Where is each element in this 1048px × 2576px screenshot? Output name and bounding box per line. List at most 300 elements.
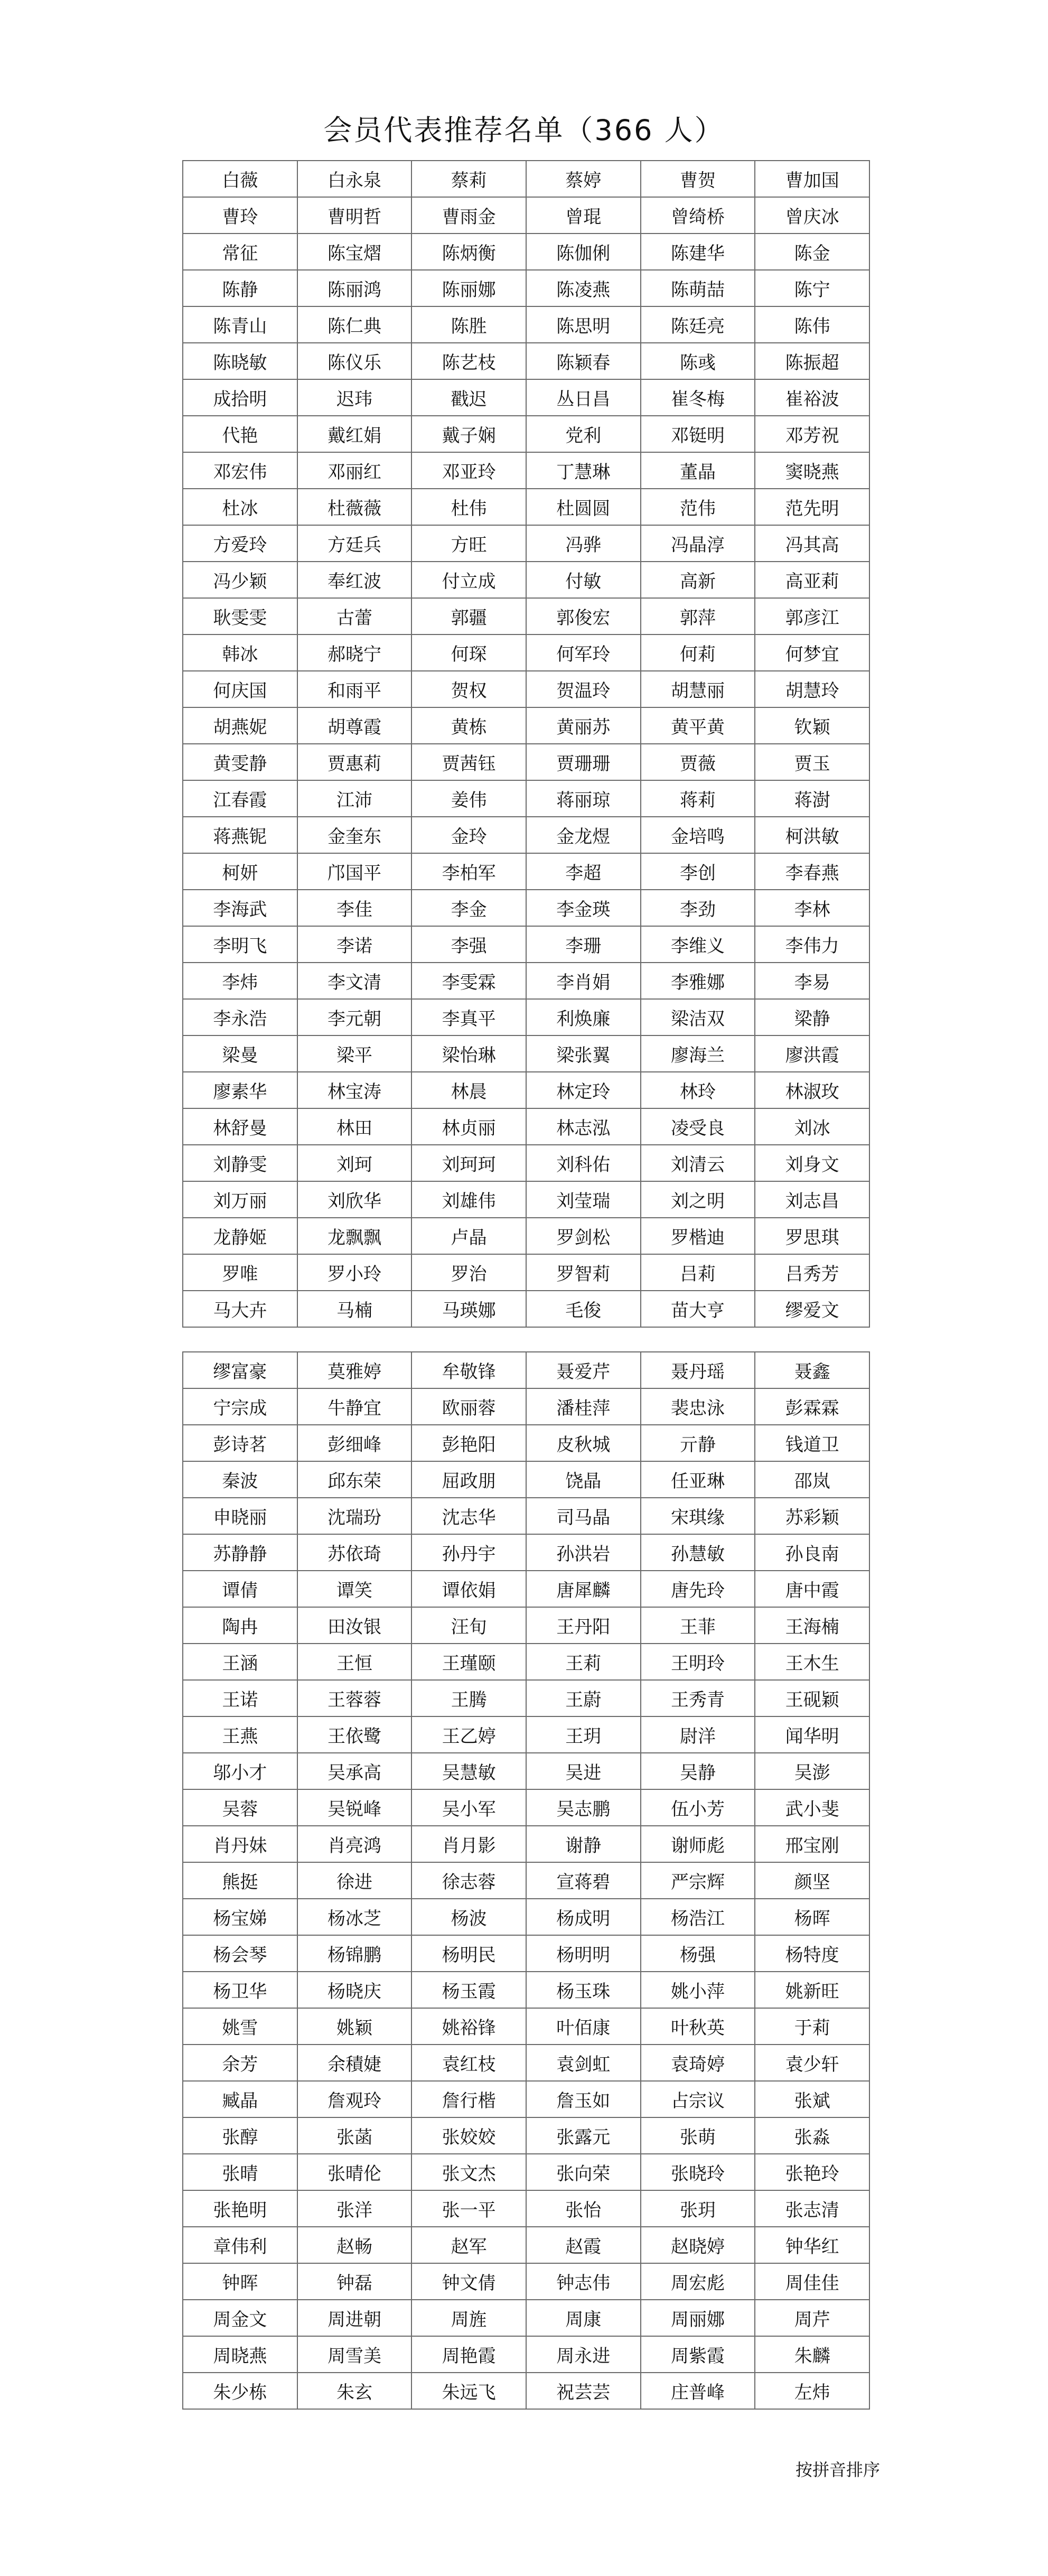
table-row	[183, 744, 869, 780]
member-name-cell: 詹观玲	[297, 2081, 412, 2117]
member-name-cell: 黄丽苏	[526, 707, 641, 744]
member-name-cell: 罗唯	[183, 1254, 297, 1291]
member-name-cell: 陈廷亮	[641, 306, 755, 343]
member-name-cell: 林田	[297, 1108, 412, 1145]
table-row	[183, 1716, 869, 1753]
table-row	[183, 1899, 869, 1935]
member-name-cell: 王诺	[183, 1680, 297, 1716]
member-name-cell: 陈彧	[641, 343, 755, 379]
member-name-cell: 张菡	[297, 2117, 412, 2154]
table-row	[183, 1972, 869, 2008]
member-name-cell: 杨晓庆	[297, 1972, 412, 2008]
table-row	[183, 2008, 869, 2045]
member-name-cell: 郝晓宁	[297, 634, 412, 671]
member-name-cell: 谭依娟	[411, 1571, 526, 1607]
member-name-cell: 罗治	[411, 1254, 526, 1291]
member-name-cell: 杜圆圆	[526, 489, 641, 525]
member-name-cell: 方旺	[411, 525, 526, 562]
member-name-cell: 刘珂珂	[411, 1145, 526, 1181]
member-name-cell: 胡慧玲	[755, 671, 869, 707]
member-name-cell: 袁琦婷	[641, 2045, 755, 2081]
member-name-cell: 李肖娟	[526, 963, 641, 999]
table-row	[183, 489, 869, 525]
member-name-cell: 付敏	[526, 562, 641, 598]
member-name-cell: 高新	[641, 562, 755, 598]
member-name-cell: 宋琪缘	[641, 1498, 755, 1534]
member-name-cell: 姚新旺	[755, 1972, 869, 2008]
member-name-cell: 赵晓婷	[641, 2227, 755, 2263]
member-name-cell: 李雅娜	[641, 963, 755, 999]
member-name-cell: 李创	[641, 853, 755, 890]
member-name-cell: 杨晖	[755, 1899, 869, 1935]
member-name-cell: 郭俊宏	[526, 598, 641, 634]
member-name-cell: 牟敬锋	[411, 1352, 526, 1388]
member-name-cell: 奉红波	[297, 562, 412, 598]
member-name-cell: 林志泓	[526, 1108, 641, 1145]
member-name-cell: 吴澎	[755, 1753, 869, 1789]
table-row	[183, 306, 869, 343]
member-name-cell: 马瑛娜	[411, 1291, 526, 1327]
member-name-cell: 于莉	[755, 2008, 869, 2045]
member-name-cell: 袁红枝	[411, 2045, 526, 2081]
table-row	[183, 1644, 869, 1680]
member-name-cell: 李佳	[297, 890, 412, 926]
member-name-cell: 梁张翼	[526, 1035, 641, 1072]
page-title: 会员代表推荐名单（366 人）	[323, 114, 725, 147]
member-name-cell: 苏静静	[183, 1534, 297, 1571]
table-row	[183, 379, 869, 416]
member-name-cell: 廖海兰	[641, 1035, 755, 1072]
member-name-cell: 林淑玫	[755, 1072, 869, 1108]
member-name-cell: 沈瑞玢	[297, 1498, 412, 1534]
member-name-cell: 李林	[755, 890, 869, 926]
member-name-cell: 贾惠莉	[297, 744, 412, 780]
member-name-cell: 张晴	[183, 2154, 297, 2190]
member-name-cell: 张艳明	[183, 2190, 297, 2227]
table-row	[183, 2117, 869, 2154]
table-row	[183, 1461, 869, 1498]
table-row	[183, 1935, 869, 1972]
member-name-cell: 严宗辉	[641, 1862, 755, 1899]
member-name-cell: 周旌	[411, 2300, 526, 2336]
member-name-cell: 蒋燕铌	[183, 817, 297, 853]
member-name-cell: 韩冰	[183, 634, 297, 671]
member-name-cell: 黄雯静	[183, 744, 297, 780]
member-name-cell: 贾薇	[641, 744, 755, 780]
member-name-cell: 李诺	[297, 926, 412, 963]
member-name-cell: 郭彦江	[755, 598, 869, 634]
table-row	[183, 2227, 869, 2263]
member-name-cell: 姜伟	[411, 780, 526, 817]
member-name-cell: 王恒	[297, 1644, 412, 1680]
member-name-cell: 蔡莉	[411, 161, 526, 197]
member-name-cell: 邝国平	[297, 853, 412, 890]
member-name-cell: 刘志昌	[755, 1181, 869, 1218]
member-name-cell: 唐先玲	[641, 1571, 755, 1607]
member-name-cell: 蔡婷	[526, 161, 641, 197]
table-row	[183, 1254, 869, 1291]
member-name-cell: 毛俊	[526, 1291, 641, 1327]
member-name-cell: 赵畅	[297, 2227, 412, 2263]
member-name-cell: 司马晶	[526, 1498, 641, 1534]
member-name-cell: 刘之明	[641, 1181, 755, 1218]
sort-order-note: 按拼音排序	[795, 2460, 880, 2480]
member-name-cell: 陈萌喆	[641, 270, 755, 306]
member-name-cell: 胡慧丽	[641, 671, 755, 707]
member-name-cell: 曹贺	[641, 161, 755, 197]
member-name-cell: 柯妍	[183, 853, 297, 890]
table-row	[183, 1145, 869, 1181]
table-row	[183, 1352, 869, 1388]
member-name-cell: 陈炳衡	[411, 234, 526, 270]
member-name-cell: 龙静姬	[183, 1218, 297, 1254]
member-name-cell: 崔裕波	[755, 379, 869, 416]
member-name-cell: 周晓燕	[183, 2336, 297, 2373]
member-name-cell: 曹雨金	[411, 197, 526, 234]
table-row	[183, 562, 869, 598]
member-name-cell: 周芹	[755, 2300, 869, 2336]
table-row	[183, 707, 869, 744]
member-table-part-1	[182, 160, 870, 1328]
member-name-cell: 利焕廉	[526, 999, 641, 1035]
member-name-cell: 李易	[755, 963, 869, 999]
member-name-cell: 朱玄	[297, 2373, 412, 2409]
member-name-cell: 冯晶淳	[641, 525, 755, 562]
member-name-cell: 胡尊霞	[297, 707, 412, 744]
member-name-cell: 黄栋	[411, 707, 526, 744]
member-name-cell: 赵霞	[526, 2227, 641, 2263]
member-name-cell: 杜薇薇	[297, 489, 412, 525]
member-name-cell: 江春霞	[183, 780, 297, 817]
member-name-cell: 袁剑虹	[526, 2045, 641, 2081]
member-name-cell: 丁慧琳	[526, 452, 641, 489]
member-name-cell: 唐犀麟	[526, 1571, 641, 1607]
table-row	[183, 1072, 869, 1108]
member-name-cell: 李雯霖	[411, 963, 526, 999]
member-name-cell: 刘雄伟	[411, 1181, 526, 1218]
member-name-cell: 张萌	[641, 2117, 755, 2154]
table-row	[183, 197, 869, 234]
member-name-cell: 贾玉	[755, 744, 869, 780]
member-name-cell: 陈青山	[183, 306, 297, 343]
member-name-cell: 聂丹瑶	[641, 1352, 755, 1388]
table-row	[183, 1291, 869, 1327]
member-name-cell: 戴子娴	[411, 416, 526, 452]
member-name-cell: 林舒曼	[183, 1108, 297, 1145]
member-name-cell: 付立成	[411, 562, 526, 598]
table-row	[183, 1035, 869, 1072]
table-row	[183, 1862, 869, 1899]
member-name-cell: 谭倩	[183, 1571, 297, 1607]
member-name-cell: 欧丽蓉	[411, 1388, 526, 1425]
member-name-cell: 王莉	[526, 1644, 641, 1680]
member-name-cell: 崔冬梅	[641, 379, 755, 416]
member-name-cell: 张文杰	[411, 2154, 526, 2190]
member-name-cell: 方廷兵	[297, 525, 412, 562]
table-row	[183, 2373, 869, 2409]
member-name-cell: 黄平黄	[641, 707, 755, 744]
member-name-cell: 陈静	[183, 270, 297, 306]
member-name-cell: 张斌	[755, 2081, 869, 2117]
member-name-cell: 金龙煜	[526, 817, 641, 853]
member-name-cell: 孙洪岩	[526, 1534, 641, 1571]
member-name-cell: 邬小才	[183, 1753, 297, 1789]
member-name-cell: 王木生	[755, 1644, 869, 1680]
table-row	[183, 2263, 869, 2300]
member-name-cell: 曹玲	[183, 197, 297, 234]
member-name-cell: 何琛	[411, 634, 526, 671]
member-name-cell: 潘桂萍	[526, 1388, 641, 1425]
member-name-cell: 田汝银	[297, 1607, 412, 1644]
table-row	[183, 2190, 869, 2227]
table-row	[183, 1534, 869, 1571]
member-name-cell: 李强	[411, 926, 526, 963]
member-name-cell: 詹行楷	[411, 2081, 526, 2117]
member-name-cell: 李元朝	[297, 999, 412, 1035]
member-name-cell: 代艳	[183, 416, 297, 452]
member-name-cell: 周雪美	[297, 2336, 412, 2373]
table-row	[183, 2300, 869, 2336]
member-name-cell: 陈颖春	[526, 343, 641, 379]
member-name-cell: 柯洪敏	[755, 817, 869, 853]
member-name-cell: 陈仪乐	[297, 343, 412, 379]
member-name-cell: 曾庆冰	[755, 197, 869, 234]
member-name-cell: 钱道卫	[755, 1425, 869, 1461]
member-name-cell: 杨波	[411, 1899, 526, 1935]
member-name-cell: 陈伽俐	[526, 234, 641, 270]
table-row	[183, 890, 869, 926]
member-name-cell: 吴进	[526, 1753, 641, 1789]
member-name-cell: 马楠	[297, 1291, 412, 1327]
table-row	[183, 1498, 869, 1534]
member-name-cell: 李真平	[411, 999, 526, 1035]
member-name-cell: 陈振超	[755, 343, 869, 379]
member-name-cell: 罗楷迪	[641, 1218, 755, 1254]
member-name-cell: 杜冰	[183, 489, 297, 525]
member-name-cell: 章伟利	[183, 2227, 297, 2263]
member-name-cell: 窦晓燕	[755, 452, 869, 489]
table-row	[183, 817, 869, 853]
member-name-cell: 张一平	[411, 2190, 526, 2227]
member-name-cell: 缪爱文	[755, 1291, 869, 1327]
member-name-cell: 申晓丽	[183, 1498, 297, 1534]
member-name-cell: 姚小萍	[641, 1972, 755, 2008]
member-name-cell: 董晶	[641, 452, 755, 489]
table-row	[183, 926, 869, 963]
member-name-cell: 陈建华	[641, 234, 755, 270]
member-name-cell: 彭细峰	[297, 1425, 412, 1461]
member-name-cell: 亓静	[641, 1425, 755, 1461]
member-name-cell: 吴志鹏	[526, 1789, 641, 1826]
member-name-cell: 宁宗成	[183, 1388, 297, 1425]
member-name-cell: 李永浩	[183, 999, 297, 1035]
member-name-cell: 牛静宜	[297, 1388, 412, 1425]
member-name-cell: 李明飞	[183, 926, 297, 963]
member-name-cell: 朱少栋	[183, 2373, 297, 2409]
table-row	[183, 1680, 869, 1716]
member-name-cell: 刘万丽	[183, 1181, 297, 1218]
member-name-cell: 谭笑	[297, 1571, 412, 1607]
member-name-cell: 成拾明	[183, 379, 297, 416]
member-name-cell: 凌受良	[641, 1108, 755, 1145]
member-name-cell: 占宗议	[641, 2081, 755, 2117]
member-name-cell: 古蕾	[297, 598, 412, 634]
member-name-cell: 李珊	[526, 926, 641, 963]
member-name-cell: 钟文倩	[411, 2263, 526, 2300]
member-name-cell: 周艳霞	[411, 2336, 526, 2373]
member-name-cell: 叶佰康	[526, 2008, 641, 2045]
table-row	[183, 270, 869, 306]
member-name-cell: 张醇	[183, 2117, 297, 2154]
table-row	[183, 1789, 869, 1826]
member-name-cell: 钟志伟	[526, 2263, 641, 2300]
member-name-cell: 郭疆	[411, 598, 526, 634]
member-name-cell: 陈思明	[526, 306, 641, 343]
member-name-cell: 钟磊	[297, 2263, 412, 2300]
member-name-cell: 熊挺	[183, 1862, 297, 1899]
member-name-cell: 李超	[526, 853, 641, 890]
member-name-cell: 王乙婷	[411, 1716, 526, 1753]
member-name-cell: 周康	[526, 2300, 641, 2336]
member-name-cell: 武小斐	[755, 1789, 869, 1826]
member-name-cell: 廖素华	[183, 1072, 297, 1108]
member-name-cell: 常征	[183, 234, 297, 270]
member-name-cell: 郭萍	[641, 598, 755, 634]
member-name-cell: 张露元	[526, 2117, 641, 2154]
member-name-cell: 尉洋	[641, 1716, 755, 1753]
member-name-cell: 梁静	[755, 999, 869, 1035]
member-name-cell: 杨锦鹏	[297, 1935, 412, 1972]
member-name-cell: 苗大亨	[641, 1291, 755, 1327]
member-name-cell: 缪富豪	[183, 1352, 297, 1388]
member-name-cell: 李春燕	[755, 853, 869, 890]
member-name-cell: 金奎东	[297, 817, 412, 853]
table-row	[183, 780, 869, 817]
table-row	[183, 1181, 869, 1218]
member-name-cell: 周宏彪	[641, 2263, 755, 2300]
member-name-cell: 杨卫华	[183, 1972, 297, 2008]
member-name-cell: 莫雅婷	[297, 1352, 412, 1388]
member-name-cell: 王秀青	[641, 1680, 755, 1716]
member-name-cell: 谢师彪	[641, 1826, 755, 1862]
member-name-cell: 朱麟	[755, 2336, 869, 2373]
table-row	[183, 2336, 869, 2373]
member-name-cell: 陈凌燕	[526, 270, 641, 306]
member-table-part-2	[182, 1351, 870, 2410]
member-name-cell: 冯骅	[526, 525, 641, 562]
table-row	[183, 999, 869, 1035]
member-name-cell: 曾琨	[526, 197, 641, 234]
member-name-cell: 吴静	[641, 1753, 755, 1789]
member-name-cell: 陈丽鸿	[297, 270, 412, 306]
member-name-cell: 江沛	[297, 780, 412, 817]
member-name-cell: 白永泉	[297, 161, 412, 197]
member-name-cell: 曹加国	[755, 161, 869, 197]
member-name-cell: 李柏军	[411, 853, 526, 890]
member-name-cell: 孙慧敏	[641, 1534, 755, 1571]
member-name-cell: 高亚莉	[755, 562, 869, 598]
member-name-cell: 吴锐峰	[297, 1789, 412, 1826]
table-row	[183, 2154, 869, 2190]
member-name-cell: 林晨	[411, 1072, 526, 1108]
member-name-cell: 罗思琪	[755, 1218, 869, 1254]
member-name-cell: 梁洁双	[641, 999, 755, 1035]
member-name-cell: 马大卉	[183, 1291, 297, 1327]
member-name-cell: 陈宁	[755, 270, 869, 306]
member-name-cell: 戳迟	[411, 379, 526, 416]
member-name-cell: 谢静	[526, 1826, 641, 1862]
member-name-cell: 陶冉	[183, 1607, 297, 1644]
member-name-cell: 赵军	[411, 2227, 526, 2263]
member-name-cell: 余芳	[183, 2045, 297, 2081]
member-name-cell: 杨宝娣	[183, 1899, 297, 1935]
member-name-cell: 杨强	[641, 1935, 755, 1972]
table-row	[183, 452, 869, 489]
member-name-cell: 张向荣	[526, 2154, 641, 2190]
member-name-cell: 蒋丽琼	[526, 780, 641, 817]
member-name-cell: 屈政朋	[411, 1461, 526, 1498]
member-name-cell: 陈仁典	[297, 306, 412, 343]
member-name-cell: 林贞丽	[411, 1108, 526, 1145]
member-name-cell: 祝芸芸	[526, 2373, 641, 2409]
table-row	[183, 1753, 869, 1789]
member-name-cell: 刘清云	[641, 1145, 755, 1181]
member-name-cell: 金玲	[411, 817, 526, 853]
member-name-cell: 杨成明	[526, 1899, 641, 1935]
member-name-cell: 陈金	[755, 234, 869, 270]
member-name-cell: 陈宝熠	[297, 234, 412, 270]
member-name-cell: 戴红娟	[297, 416, 412, 452]
member-name-cell: 钟晖	[183, 2263, 297, 2300]
member-name-cell: 徐志蓉	[411, 1862, 526, 1899]
member-name-cell: 陈伟	[755, 306, 869, 343]
member-name-cell: 闻华明	[755, 1716, 869, 1753]
member-name-cell: 姚裕锋	[411, 2008, 526, 2045]
member-name-cell: 蒋澍	[755, 780, 869, 817]
member-name-cell: 吴慧敏	[411, 1753, 526, 1789]
member-name-cell: 孙丹宇	[411, 1534, 526, 1571]
member-name-cell: 刘身文	[755, 1145, 869, 1181]
member-name-cell: 王燕	[183, 1716, 297, 1753]
member-name-cell: 陈丽娜	[411, 270, 526, 306]
table-row	[183, 1218, 869, 1254]
member-name-cell: 冯其高	[755, 525, 869, 562]
member-name-cell: 肖月影	[411, 1826, 526, 1862]
member-name-cell: 吴蓉	[183, 1789, 297, 1826]
member-name-cell: 唐中霞	[755, 1571, 869, 1607]
member-name-cell: 袁少轩	[755, 2045, 869, 2081]
table-row	[183, 1425, 869, 1461]
table-row	[183, 1607, 869, 1644]
member-name-cell: 丛日昌	[526, 379, 641, 416]
member-name-cell: 刘珂	[297, 1145, 412, 1181]
member-name-cell: 何梦宜	[755, 634, 869, 671]
member-name-cell: 胡燕妮	[183, 707, 297, 744]
member-name-cell: 蒋莉	[641, 780, 755, 817]
table-row	[183, 161, 869, 197]
member-name-cell: 廖洪霞	[755, 1035, 869, 1072]
member-name-cell: 邓铤明	[641, 416, 755, 452]
member-name-cell: 李文清	[297, 963, 412, 999]
member-name-cell: 吕莉	[641, 1254, 755, 1291]
table-row	[183, 598, 869, 634]
table-row	[183, 634, 869, 671]
member-name-cell: 张志清	[755, 2190, 869, 2227]
member-name-cell: 陈晓敏	[183, 343, 297, 379]
member-name-cell: 张晴伦	[297, 2154, 412, 2190]
member-name-cell: 聂鑫	[755, 1352, 869, 1388]
member-name-cell: 周佳佳	[755, 2263, 869, 2300]
